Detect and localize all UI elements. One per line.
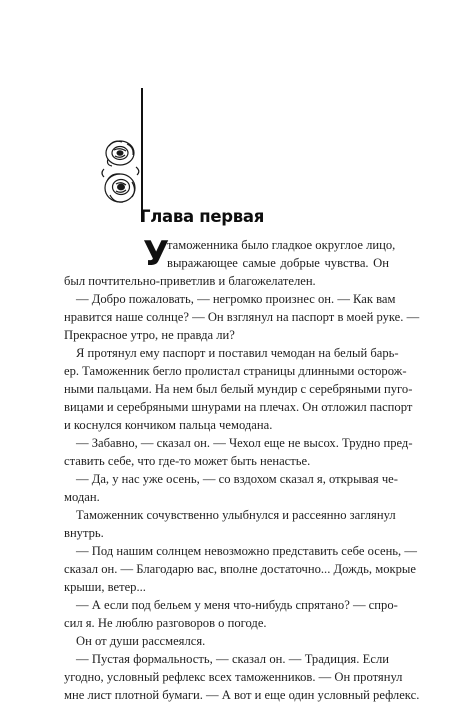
text-line: ными пальцами. На нем был белый мундир с серебряными пуго- [64,382,413,396]
text-line: Прекрасное утро, не правда ли? [64,328,235,342]
text-line: внутрь. [64,526,104,540]
text-line: и коснулся кончиком пальца чемодана. [64,418,273,432]
text-line: — Пустая формальность, — сказал он. — Традиция. Если [76,652,389,666]
drop-cap: У [143,234,170,274]
text-line: ставить себе, что где-то может быть ненастье. [64,454,311,468]
text-line: — Да, у нас уже осень, — со вздохом сказал я, открывая че- [76,472,398,486]
text-line: выражающее самые добрые чувства. Он [167,256,389,270]
text-line: вицами и серебряными шнурами на плечах. Он отложил паспорт [64,400,413,414]
text-line: — А если под бельем у меня что-нибудь спрятано? — спро- [76,598,398,612]
text-line: сказал он. — Благодарю вас, вполне достаточно... Дождь, мокрые [64,562,416,576]
text-line: ер. Таможенник бегло пролистал страницы длинными осторож- [64,364,407,378]
text-line: Я протянул ему паспорт и поставил чемодан на белый барь- [76,346,399,360]
text-line: — Забавно, — сказал он. — Чехол еще не высох. Трудно пред- [76,436,413,450]
text-line: крыши, ветер... [64,580,146,594]
text-line: таможенника было гладкое округлое лицо, [167,238,396,252]
text-line: сил я. Не люблю разговоров о погоде. [64,616,267,630]
text-line: угодно, условный рефлекс всех таможенников. — Он протянул [64,670,403,684]
text-line: модан. [64,490,100,504]
text-line: — Под нашим солнцем невозможно представить себе осень, — [76,544,417,558]
text-line: — Добро пожаловать, — негромко произнес он. — Как вам [76,292,396,306]
text-line: Таможенник сочувственно улыбнулся и рассеянно заглянул [76,508,396,522]
text-line: мне лист плотной бумаги. — А вот и еще один условный рефлекс. [64,688,420,702]
flower-ornament-icon [96,135,142,213]
text-line: был почтительно-приветлив и благожелателен. [64,274,316,288]
text-line: нравится наше солнце? — Он взглянул на паспорт в моей руке. — [64,310,420,324]
chapter-title: Глава первая [140,207,265,226]
vertical-rule [141,88,143,222]
text-line: Он от души рассмеялся. [76,634,206,648]
